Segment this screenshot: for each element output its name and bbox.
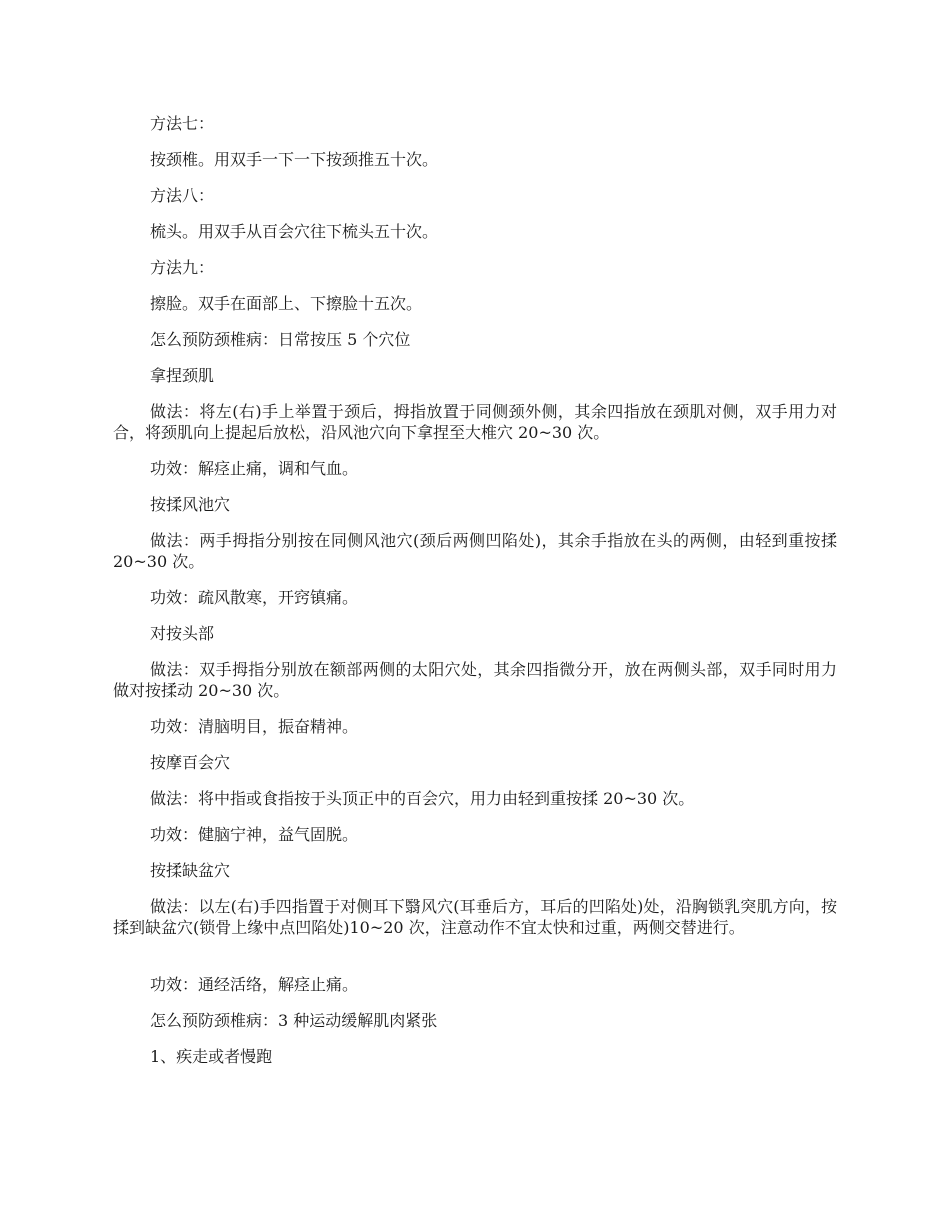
paragraph-method-7: 按颈椎。用双手一下一下按颈推五十次。 [150,150,439,169]
paragraph-quepen-method: 做法：以左(右)手四指置于对侧耳下翳风穴(耳垂后方，耳后的凹陷处)处，沿胸锁乳突肌方向，按揉到缺盆穴(锁骨上缘中点凹陷处)10~20 次，注意动作不宜太快和过重，两侧交替进行。 [113,897,837,937]
paragraph-head-press-method: 做法：双手拇指分别放在额部两侧的太阳穴处，其余四指微分开，放在两侧头部，双手同时用力做对按揉动 20~30 次。 [113,660,837,700]
paragraph-fengchi-method: 做法：两手拇指分别按在同侧风池穴(颈后两侧凹陷处)，其余手指放在头的两侧，由轻到重按揉 20~30 次。 [113,531,837,571]
list-item-walking-jogging: 1、疾走或者慢跑 [150,1047,273,1066]
subheading-baihui: 按摩百会穴 [150,753,231,772]
subheading-neck-muscle: 拿捏颈肌 [150,366,215,385]
paragraph-neck-muscle-method: 做法：将左(右)手上举置于颈后，拇指放置于同侧颈外侧，其余四指放在颈肌对侧，双手用力对合，将颈肌向上提起后放松，沿风池穴向下拿捏至大椎穴 20~30 次。 [113,402,837,442]
paragraph-neck-muscle-effect: 功效：解痉止痛，调和气血。 [150,459,359,478]
heading-method-8: 方法八： [150,186,215,205]
paragraph-quepen-effect: 功效：通经活络，解痉止痛。 [150,975,359,994]
section-heading-acupoints: 怎么预防颈椎病：日常按压 5 个穴位 [150,330,411,349]
paragraph-head-press-effect: 功效：清脑明目，振奋精神。 [150,717,359,736]
section-heading-exercises: 怎么预防颈椎病：3 种运动缓解肌肉紧张 [150,1011,438,1030]
heading-method-9: 方法九： [150,258,215,277]
subheading-quepen: 按揉缺盆穴 [150,861,231,880]
paragraph-fengchi-effect: 功效：疏风散寒，开窍镇痛。 [150,588,359,607]
paragraph-baihui-method: 做法：将中指或食指按于头顶正中的百会穴，用力由轻到重按揉 20~30 次。 [150,789,695,808]
paragraph-baihui-effect: 功效：健脑宁神，益气固脱。 [150,825,359,844]
subheading-fengchi: 按揉风池穴 [150,495,231,514]
heading-method-7: 方法七： [150,114,215,133]
paragraph-method-9: 擦脸。双手在面部上、下擦脸十五次。 [150,294,423,313]
subheading-head-press: 对按头部 [150,624,215,643]
paragraph-method-8: 梳头。用双手从百会穴往下梳头五十次。 [150,222,439,241]
